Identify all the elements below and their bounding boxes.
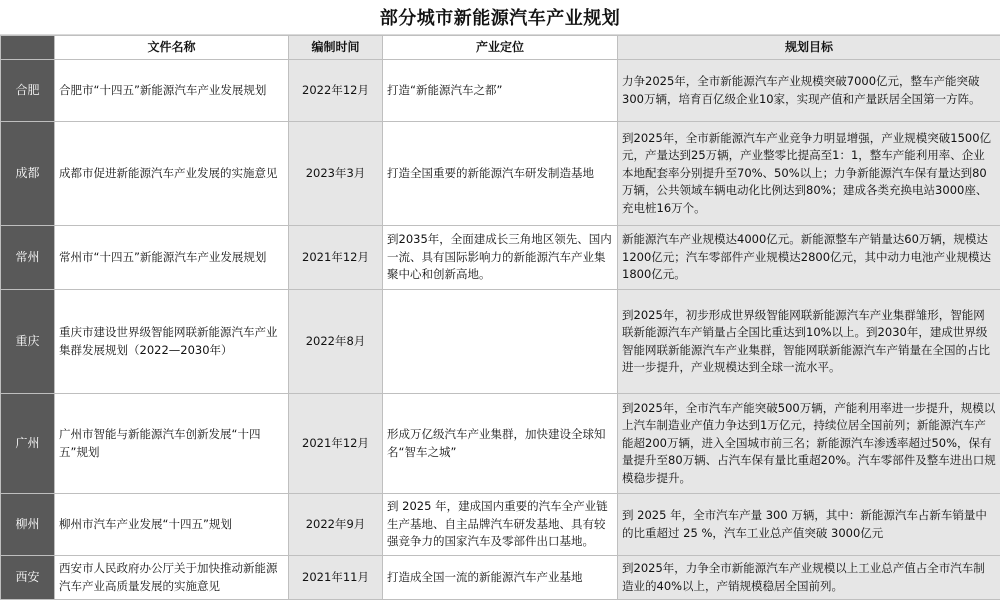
planning-table <box>0 35 1000 600</box>
city-cell: 成都 <box>1 122 55 226</box>
city-cell: 柳州 <box>1 494 55 556</box>
doc-cell: 常州市“十四五”新能源汽车产业发展规划 <box>55 226 289 290</box>
doc-cell: 柳州市汽车产业发展“十四五”规划 <box>55 494 289 556</box>
header-goal: 规划目标 <box>618 36 1000 60</box>
table-row <box>1 290 1000 394</box>
goal-cell: 到2025年，全市汽车产能突破500万辆，产能利用率进一步提升，规模以上汽车制造业产值力争达到1万亿元，持续位居全国前列；新能源汽车产能超200万辆，进入全国城市前三名；新能源汽车渗透率超过50%，保有量提升至80万辆、占汽车保有量比重超20%。汽车零部件及整车进出口规模稳步提升。 <box>618 394 1000 494</box>
goal-cell: 到2025年，力争全市新能源汽车产业规模以上工业总产值占全市汽车制造业的40%以上，产销规模稳居全国前列。 <box>618 556 1000 600</box>
table-row <box>1 60 1000 122</box>
page-title: 部分城市新能源汽车产业规划 <box>0 0 1000 35</box>
table-row <box>1 394 1000 494</box>
doc-cell: 广州市智能与新能源汽车创新发展“十四五”规划 <box>55 394 289 494</box>
pos-cell <box>383 290 618 394</box>
table-row <box>1 226 1000 290</box>
header-doc: 文件名称 <box>55 36 289 60</box>
header-time: 编制时间 <box>289 36 383 60</box>
doc-cell: 合肥市“十四五”新能源汽车产业发展规划 <box>55 60 289 122</box>
table-row <box>1 494 1000 556</box>
goal-cell: 到 2025 年，全市汽车产量 300 万辆，其中：新能源汽车占新车销量中的比重超过 25 %，汽车工业总产值突破 3000亿元 <box>618 494 1000 556</box>
doc-cell: 西安市人民政府办公厅关于加快推动新能源汽车产业高质量发展的实施意见 <box>55 556 289 600</box>
goal-cell: 新能源汽车产业规模达4000亿元。新能源整车产销量达60万辆，规模达1200亿元；汽车零部件产业规模达2800亿元，其中动力电池产业规模达1800亿元。 <box>618 226 1000 290</box>
goal-cell: 力争2025年，全市新能源汽车产业规模突破7000亿元，整车产能突破300万辆，培育百亿级企业10家，实现产值和产量跃居全国第一方阵。 <box>618 60 1000 122</box>
doc-cell: 重庆市建设世界级智能网联新能源汽车产业集群发展规划（2022—2030年） <box>55 290 289 394</box>
pos-cell: 打造“新能源汽车之都” <box>383 60 618 122</box>
pos-cell: 到2035年，全面建成长三角地区领先、国内一流、具有国际影响力的新能源汽车产业集聚中心和创新高地。 <box>383 226 618 290</box>
header-pos: 产业定位 <box>383 36 618 60</box>
pos-cell: 到 2025 年，建成国内重要的汽车全产业链生产基地、自主品牌汽车研发基地、具有较强竞争力的国家汽车及零部件出口基地。 <box>383 494 618 556</box>
table-row <box>1 556 1000 600</box>
city-cell: 重庆 <box>1 290 55 394</box>
time-cell: 2022年9月 <box>289 494 383 556</box>
doc-cell: 成都市促进新能源汽车产业发展的实施意见 <box>55 122 289 226</box>
table-row <box>1 122 1000 226</box>
goal-cell: 到2025年，全市新能源汽车产业竞争力明显增强，产业规模突破1500亿元，产量达到25万辆，产业整零比提高至1：1，整车产能利用率、企业本地配套率分别提升至70%、50%以上；力争新能源汽车保有量达到80万辆，公共领域车辆电动化比例达到80%；建成各类充换电站3000座、充电桩16万个。 <box>618 122 1000 226</box>
city-cell: 西安 <box>1 556 55 600</box>
time-cell: 2021年12月 <box>289 226 383 290</box>
time-cell: 2021年12月 <box>289 394 383 494</box>
time-cell: 2022年12月 <box>289 60 383 122</box>
city-cell: 常州 <box>1 226 55 290</box>
time-cell: 2023年3月 <box>289 122 383 226</box>
pos-cell: 打造全国重要的新能源汽车研发制造基地 <box>383 122 618 226</box>
header-row <box>1 36 1000 60</box>
header-city <box>1 36 55 60</box>
time-cell: 2021年11月 <box>289 556 383 600</box>
time-cell: 2022年8月 <box>289 290 383 394</box>
city-cell: 合肥 <box>1 60 55 122</box>
pos-cell: 形成万亿级汽车产业集群，加快建设全球知名“智车之城” <box>383 394 618 494</box>
pos-cell: 打造成全国一流的新能源汽车产业基地 <box>383 556 618 600</box>
goal-cell: 到2025年，初步形成世界级智能网联新能源汽车产业集群雏形，智能网联新能源汽车产销量占全国比重达到10%以上。到2030年，建成世界级智能网联新能源汽车产业集群，智能网联新能源汽车产销量在全国的占比进一步提升，产业规模达到全球一流水平。 <box>618 290 1000 394</box>
city-cell: 广州 <box>1 394 55 494</box>
